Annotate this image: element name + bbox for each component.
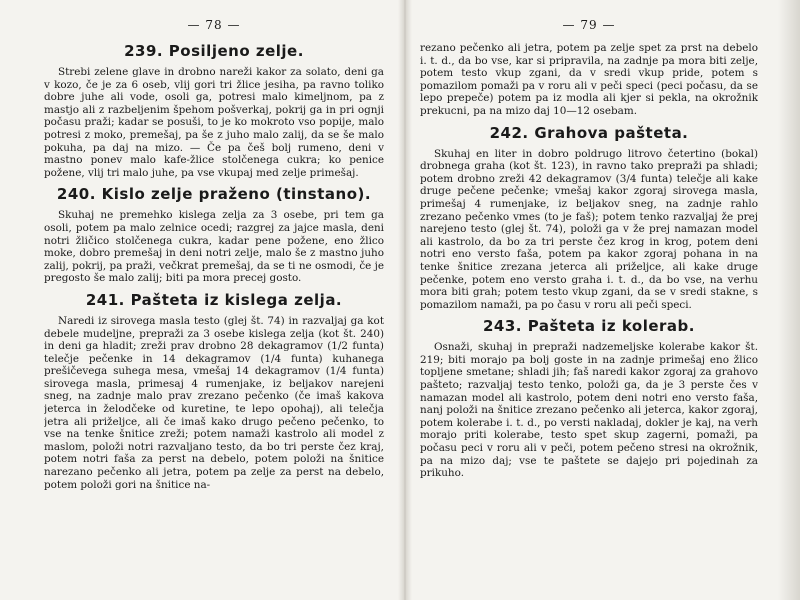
left-page [44, 18, 384, 592]
recipe-text: Strebi zelene glave in drobno nareži kakor za solato, deni ga v kozo, če je za 6 oseb, vlij gori tri žlice jesiha, pa ravno toliko dobre juhe ali vode, osoli ga, potresi malo kimeljnom, pa z mastjo ali z razbeljenim špehom pošverkaj, pokrij ga in pri ognji počasu praži; kadar se posuši, to je ko mokroto vso popije, malo potresi z moko, premešaj, pa še z juho malo zalij, da se še malo pokuha, pa daj na mizo. — Če pa češ bolj rumeno, deni v mastno ponev malo kafe-žlice stolčenega cukra; ko penice požene, vlij tri malo juhe, pa vse vkupaj med zelje primešaj. [44, 66, 384, 179]
recipe-text: Naredi iz sirovega masla testo (glej št. 74) in razvaljaj ga kot debele mudeljne, prepraži za 3 osebe kislega zelja (kot št. 240) in deni ga hladit; zreži prav drobno 28 dekagramov (1/2 funta) telečje pečenke in 14 dekagramov (1/4 funta) kuhanega prešičevega suhega mesa, vmešaj 14 dekagramov (1/4 funta) sirovega masla, primesaj 4 rumenjake, iz beljakov narejeni sneg, na zadnje malo prav zrezano pečenko (če imaš kakova jeterca in želodčeke od kuretine, te lepo opohaj), ali telečja jetra ali priželjce, ali če imaš kako drugo pečeno pečenko, to vse na tenke šnitice zreži; potem namaži kastrolo ali model z maslom, položi notri razvaljano testo, da bo tri perste čez kraj, potem notri faša za perst na debelo, potem položi na šnitice narezano pečenko ali jetra, potem pa zelje za perst na debelo, potem položi gori na šnitice na- [44, 314, 384, 491]
right-page [420, 18, 758, 592]
recipe-title: 240. Kislo zelje praženo (tinstano). [56, 185, 372, 204]
recipe-title: 242. Grahova pašteta. [489, 123, 689, 142]
page-number: — 79 — [562, 18, 616, 32]
recipe-continuation-text: rezano pečenko ali jetra, potem pa zelje spet za prst na debelo i. t. d., da bo vse, kar si pripravila, na zadnje pa mora biti zelje, potem testo vkup zgani, da v sredi vkup pride, potem s pomazilom pomaži pa v roru ali v peči speci (peci počasu, da se lepo prepeče) potem pa iz modla ali kjer si pekla, na okrožnik prekucni, pa na mizo daj 10—12 osebam. [420, 42, 758, 117]
book-gutter [398, 0, 412, 600]
page-edge-shadow [778, 0, 800, 600]
recipe-title: 243. Pašteta iz kolerab. [483, 317, 695, 336]
recipe-text: Osnaži, skuhaj in prepraži nadzemeljske kolerabe kakor št. 219; biti morajo pa bolj goste in na zadnje primešaj eno žlico topljene smetane; shladi jih; faš naredi kakor zgoraj za grahovo pašteto; razvaljaj testo tenko, položi ga, da je 3 perste čes v namazan model ali kastrolo, potem deni notri eno versto faša, nanj položi na šnitice zrezano pečenko ali jeterca, kakor zgoraj, potem kolerabe i. t. d., po versti nakladaj, dokler je kaj, na verh morajo priti kolerabe, testo spet skup zagerni, pomaži, pa počasu peci v roru ali v peči, potem pečeno stresi na okrožnik, pa na mizo daj; vse te paštete se dajejo pri pojedinah za prikuho. [420, 341, 758, 480]
recipe-title: 241. Pašteta iz kislega zelja. [85, 290, 343, 309]
recipe-text: Skuhaj en liter in dobro poldrugo litrovo četertino (bokal) drobnega graha (kot št. 123), in ravno tako prepraži pa shladi; potem drobno zreži 42 dekagramov (3/4 funta) telečje ali kake druge pečene pečenke; vmešaj kakor zgoraj sirovega masla, primešaj 4 rumenjake, iz beljakov sneg, na zadnje rahlo zrezano pečenko vmes (to je faš); potem tenko razvaljaj že prej narejeno testo (glej št. 74), položi ga v že prej namazan model ali kastrolo, da bo za tri perste čez krog in krog, potem deni notri eno versto faša, potem pa kakor zgoraj pohana in na tenke šnitice zrezana jeterca ali priželjce, ali kake druge pečenke, potem eno versto graha i. t. d., da bo vse, na verhu mora biti grah; potem testo vkup zgani, da se v sredi stakne, s pomazilom namaži, pa po času v roru ali peči speci. [420, 147, 758, 311]
recipe-title: 239. Posiljeno zelje. [124, 42, 304, 60]
recipe-text: Skuhaj ne premehko kislega zelja za 3 osebe, pri tem ga osoli, potem pa malo zelnice ocedi; razgrej za jajce masla, deni notri žličico stolčenega cukra, kadar pene požene, eno žlico moke, dobro premešaj in deni notri zelje, malo še z mastno juho zalij, pokrij, pa praži, večkrat premešaj, da se ti ne osmodi, če je pregosto še malo zalij; biti pa mora precej gosto. [44, 209, 384, 285]
page-number: — 78 — [187, 18, 241, 32]
